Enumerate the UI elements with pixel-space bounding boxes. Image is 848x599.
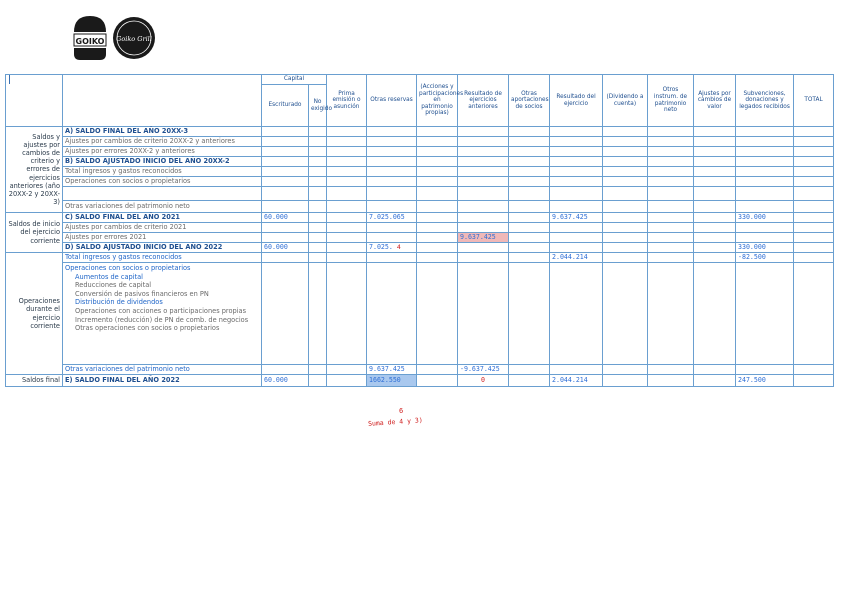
row-label-a2: Ajustes por errores 20XX-2 y anteriores [63,147,262,157]
row-label-b3: Otras variaciones del patrimonio neto [63,201,262,213]
row-b1 [6,167,834,177]
row-label-c: C) SALDO FINAL DEL AÑO 2021 [63,213,262,223]
d-otras-reservas [367,243,417,253]
c-resultado-ejercicio: 9.637.425 [550,213,603,223]
side-label-final: Saldos final [6,375,63,387]
e-otras-reservas: 1662.550 [367,375,417,387]
header-resultado-anteriores: Resultado de ejercicios anteriores [458,75,509,127]
row-a [6,127,834,137]
row-b3 [6,201,834,213]
row-c2 [6,233,834,243]
row-e2 [6,263,834,365]
row-label-b: B) SALDO AJUSTADO INICIO DEL AÑO 20XX-2 [63,157,262,167]
row-label-e3: Otras variaciones del patrimonio neto [63,365,262,375]
patrimonio-neto-table [5,74,834,387]
row-label-d: D) SALDO AJUSTADO INICIO DEL AÑO 2022 [63,243,262,253]
header-capital: Capital [262,75,327,85]
row-label-a: A) SALDO FINAL DEL AÑO 20XX-3 [63,127,262,137]
header-escriturado: Escriturado [262,85,309,127]
header-otras-aportaciones: Otras aportaciones de socios [509,75,550,127]
header-dividendo: (Dividendo a cuenta) [603,75,648,127]
e-resultado-ejercicio: 2.044.214 [550,375,603,387]
e3-resultado-anteriores: -9.637.425 [458,365,509,375]
e1-resultado-ejercicio: 2.044.214 [550,253,603,263]
e-subvenciones: 247.500 [736,375,794,387]
operaciones-socios-list [63,263,262,365]
row-label-a1: Ajustes por cambios de criterio 20XX-2 y anteriores [63,137,262,147]
e3-otras-reservas [367,365,417,375]
row-b [6,157,834,167]
c-escriturado: 60.000 [262,213,309,223]
row-a2 [6,147,834,157]
row-label-e2b: Reducciones de capital [75,281,152,290]
row-c1 [6,223,834,233]
header-resultado-ejercicio: Resultado del ejercicio [550,75,603,127]
d-escriturado: 60.000 [262,243,309,253]
row-b2 [6,177,834,187]
e-escriturado: 60.000 [262,375,309,387]
row-label-e2a: Aumentos de capital [75,272,143,281]
row-label-e1: Total ingresos y gastos reconocidos [63,253,262,263]
header-row-1 [6,75,834,85]
row-label-e2: Operaciones con socios o propietarios [65,264,191,272]
row-label-c2: Ajustes por errores 2021 [63,233,262,243]
header-total: TOTAL [794,75,834,127]
header-blank-concept [63,75,262,127]
side-label-inicio: Saldos de inicio del ejercicio corriente [6,213,63,253]
goiko-grill-wordmark: Goiko Grill [116,35,152,43]
row-label-e2e: Operaciones con acciones o participaciones propias [75,306,247,315]
annotation-suma: Suma de 4 y 3) [367,416,424,428]
annotation-6: 6 [399,407,404,415]
c2-resultado-anteriores: 9.637.425 [458,233,509,243]
c-subvenciones: 330.000 [736,213,794,223]
e3-otras-value: 9.637.425 [369,364,405,373]
goiko-logos [72,14,158,64]
row-label-e2c: Conversión de pasivos financieros en PN [75,289,209,298]
row-label-b2: Operaciones con socios o propietarios [63,177,262,187]
header-otras-reservas: Otras reservas [367,75,417,127]
header-no-exigido: No exigido [309,85,327,127]
header-otros-instrumentos: Otros instrum. de patrimonio neto [648,75,694,127]
c-otras-reservas: 7.025.065 [367,213,417,223]
row-e1 [6,253,834,263]
side-label-operaciones: Operaciones durante el ejercicio corriente [6,253,63,375]
header-acciones-propias: (Acciones y participaciones en patrimonio propias) [417,75,458,127]
row-c [6,213,834,223]
d-subvenciones: 330.000 [736,243,794,253]
header-prima: Prima emisión o asunción [327,75,367,127]
row-d [6,243,834,253]
header-subvenciones: Subvenciones, donaciones y legados recibidos [736,75,794,127]
row-label-e2d: Distribución de dividendos [75,298,163,307]
e1-subvenciones: -82.500 [736,253,794,263]
header-blank-side [6,75,63,127]
goiko-wordmark: GOIKO [75,37,105,46]
row-label-e2g: Otras operaciones con socios o propietarios [75,324,220,333]
row-label-b1: Total ingresos y gastos reconocidos [63,167,262,177]
row-label-e2f: Incremento (reducción) de PN de comb. de negocios [75,315,249,324]
row-e [6,375,834,387]
row-label-e: E) SALDO FINAL DEL AÑO 2022 [63,375,262,387]
d-otras-value: 7.025. [369,242,393,251]
row-label-c1: Ajustes por cambios de criterio 2021 [63,223,262,233]
row-b-spacer [6,187,834,201]
row-a1 [6,137,834,147]
row-e3 [6,365,834,375]
side-label-ajustes: Saldos y ajustes por cambios de criterio y errores de ejercicios anteriores (año 20XX-2 y 20XX-3) [6,127,63,213]
header-ajustes-cambios: Ajustes por cambios de valor [694,75,736,127]
e-resultado-anteriores: 0 [458,375,509,387]
mark-4: 4 [396,242,401,251]
